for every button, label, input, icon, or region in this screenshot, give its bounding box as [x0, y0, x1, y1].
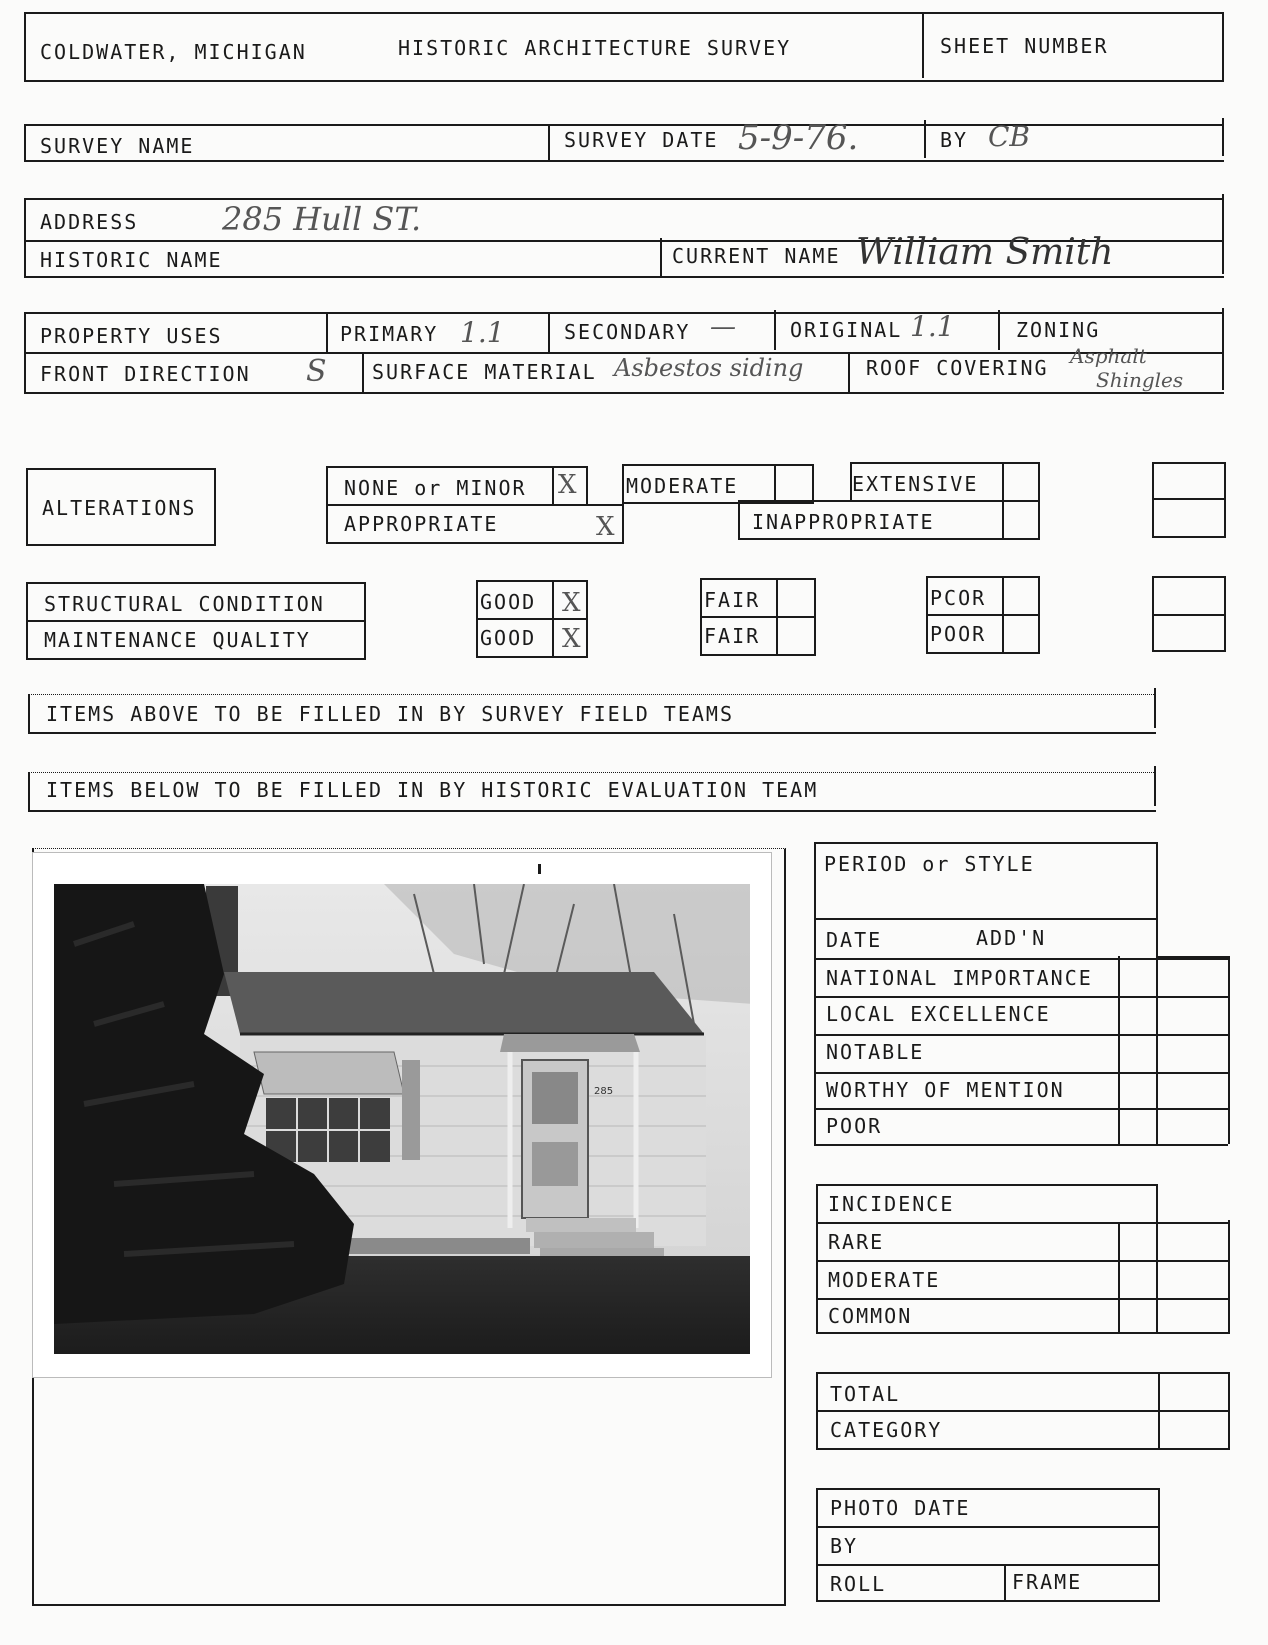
secondary-value: — — [710, 312, 736, 342]
eval-score-divider — [1118, 956, 1120, 1144]
none-minor-mark: X — [558, 470, 577, 500]
property-block-end — [1222, 308, 1224, 390]
incidence-line-1 — [816, 1222, 1230, 1224]
moderate-label: MODERATE — [626, 474, 739, 498]
notable-label: NOTABLE — [826, 1040, 925, 1064]
incidence-score-end — [1228, 1220, 1230, 1334]
zoning-label: ZONING — [1016, 318, 1101, 342]
survey-divider-2 — [924, 120, 926, 158]
condition-score-divider — [1152, 614, 1226, 616]
common-label: COMMON — [828, 1304, 913, 1328]
incidence-label: INCIDENCE — [828, 1192, 955, 1216]
good-check-divider — [552, 580, 554, 658]
above-note-end — [1154, 688, 1156, 728]
survey-date-label: SURVEY DATE — [564, 128, 719, 152]
addn-label: ADD'N — [976, 926, 1047, 950]
survey-by-label: BY — [940, 128, 969, 152]
property-uses-label: PROPERTY USES — [40, 324, 223, 348]
surface-material-value: Asbestos siding — [614, 354, 804, 382]
eval-line-4 — [814, 1034, 1228, 1036]
city-name: COLDWATER, MICHIGAN — [40, 40, 307, 64]
survey-name-label: SURVEY NAME — [40, 134, 195, 158]
roof-divider — [848, 352, 850, 392]
roll-frame-divider — [1004, 1564, 1006, 1602]
front-direction-value: S — [306, 354, 327, 389]
house-number-text: 285 — [594, 1086, 614, 1097]
eval-score-end — [1228, 956, 1230, 1144]
roof-covering-value-1: Asphalt — [1070, 344, 1147, 368]
current-name-divider — [660, 238, 662, 278]
above-note-text: ITEMS ABOVE TO BE FILLED IN BY SURVEY FIELD TEAMS — [46, 702, 735, 726]
header-divider — [922, 12, 924, 78]
good-structural-mark: X — [562, 588, 581, 618]
national-importance-label: NATIONAL IMPORTANCE — [826, 966, 1093, 990]
structural-condition-label: STRUCTURAL CONDITION — [44, 592, 325, 616]
current-name-value: William Smith — [856, 232, 1114, 273]
roll-label: ROLL — [830, 1572, 887, 1596]
below-note-text: ITEMS BELOW TO BE FILLED IN BY HISTORIC EVALUATION TEAM — [46, 778, 819, 802]
date-label: DATE — [826, 928, 883, 952]
poor-check-divider — [1002, 576, 1004, 654]
photo-by-label: BY — [830, 1534, 859, 1558]
inappropriate-label: INAPPROPRIATE — [752, 510, 935, 534]
survey-date-value: 5-9-76. — [738, 118, 859, 158]
poor-rating-label: POOR — [826, 1114, 883, 1138]
good-structural-label: GOOD — [480, 590, 537, 614]
primary-value: 1.1 — [460, 316, 505, 349]
address-block-end — [1222, 194, 1224, 274]
historic-name-label: HISTORIC NAME — [40, 248, 223, 272]
photo-tick-mark — [538, 864, 541, 874]
extensive-label: EXTENSIVE — [852, 472, 979, 496]
house-photo-image — [54, 884, 750, 1354]
good-divider — [476, 618, 588, 620]
original-value: 1.1 — [910, 310, 955, 343]
eval-line-3 — [814, 996, 1228, 998]
roof-covering-label: ROOF COVERING — [866, 356, 1049, 380]
fair-structural-label: FAIR — [704, 588, 761, 612]
period-style-label: PERIOD or STYLE — [824, 852, 1035, 876]
incidence-line-2 — [816, 1260, 1230, 1262]
surface-material-label: SURFACE MATERIAL — [372, 360, 597, 384]
front-direction-label: FRONT DIRECTION — [40, 362, 251, 386]
worthy-of-mention-label: WORTHY OF MENTION — [826, 1078, 1065, 1102]
fair-divider — [700, 616, 816, 618]
local-excellence-label: LOCAL EXCELLENCE — [826, 1002, 1051, 1026]
secondary-divider — [548, 312, 550, 352]
zoning-divider — [998, 310, 1000, 350]
moderate-check-divider — [774, 464, 776, 504]
good-maintenance-mark: X — [562, 624, 581, 654]
good-maintenance-label: GOOD — [480, 626, 537, 650]
survey-row-end — [1222, 118, 1224, 156]
photo-info-line-1 — [816, 1526, 1160, 1528]
original-label: ORIGINAL — [790, 318, 903, 342]
address-label: ADDRESS — [40, 210, 139, 234]
appropriate-label: APPROPRIATE — [344, 512, 499, 536]
eval-line-7 — [814, 1144, 1228, 1146]
total-label: TOTAL — [830, 1382, 901, 1406]
roof-covering-value-2: Shingles — [1096, 368, 1184, 392]
survey-by-value: CB — [988, 120, 1030, 153]
eval-line-6 — [814, 1108, 1228, 1110]
current-name-label: CURRENT NAME — [672, 244, 841, 268]
sheet-number-label: SHEET NUMBER — [940, 34, 1109, 58]
poor-maintenance-label: POOR — [930, 622, 987, 646]
fair-check-divider — [776, 578, 778, 656]
alterations-label: ALTERATIONS — [42, 496, 197, 520]
frame-label: FRAME — [1012, 1570, 1083, 1594]
alterations-score-divider — [1152, 498, 1226, 500]
maintenance-quality-label: MAINTENANCE QUALITY — [44, 628, 311, 652]
totals-score-divider — [1158, 1372, 1160, 1450]
primary-divider — [326, 312, 328, 352]
eval-line-5 — [814, 1072, 1228, 1074]
eval-score-top — [1156, 956, 1228, 958]
moderate-incidence-label: MODERATE — [828, 1268, 941, 1292]
none-minor-label: NONE or MINOR — [344, 476, 527, 500]
appropriate-mark: X — [596, 512, 615, 542]
rare-label: RARE — [828, 1230, 885, 1254]
none-minor-check-divider — [552, 466, 554, 506]
eval-line-1 — [814, 918, 1158, 920]
incidence-score-divider — [1118, 1222, 1120, 1334]
category-label: CATEGORY — [830, 1418, 943, 1442]
below-note-end — [1154, 766, 1156, 806]
primary-label: PRIMARY — [340, 322, 439, 346]
alterations-score-box — [1152, 462, 1226, 538]
totals-divider — [816, 1410, 1230, 1412]
survey-divider-1 — [548, 124, 550, 162]
incidence-line-3 — [816, 1298, 1230, 1300]
eval-line-2 — [814, 958, 1228, 960]
house-photo — [54, 884, 750, 1354]
condition-label-divider — [26, 620, 366, 622]
poor-structural-label: PCOR — [930, 586, 987, 610]
photo-info-line-2 — [816, 1564, 1160, 1566]
secondary-label: SECONDARY — [564, 320, 691, 344]
poor-divider — [926, 614, 1040, 616]
address-value: 285 Hull ST. — [222, 200, 422, 238]
incidence-line-4 — [816, 1332, 1230, 1334]
photo-date-label: PHOTO DATE — [830, 1496, 971, 1520]
fair-maintenance-label: FAIR — [704, 624, 761, 648]
original-divider — [774, 310, 776, 350]
surface-divider — [362, 352, 364, 394]
form-title: HISTORIC ARCHITECTURE SURVEY — [398, 36, 792, 60]
